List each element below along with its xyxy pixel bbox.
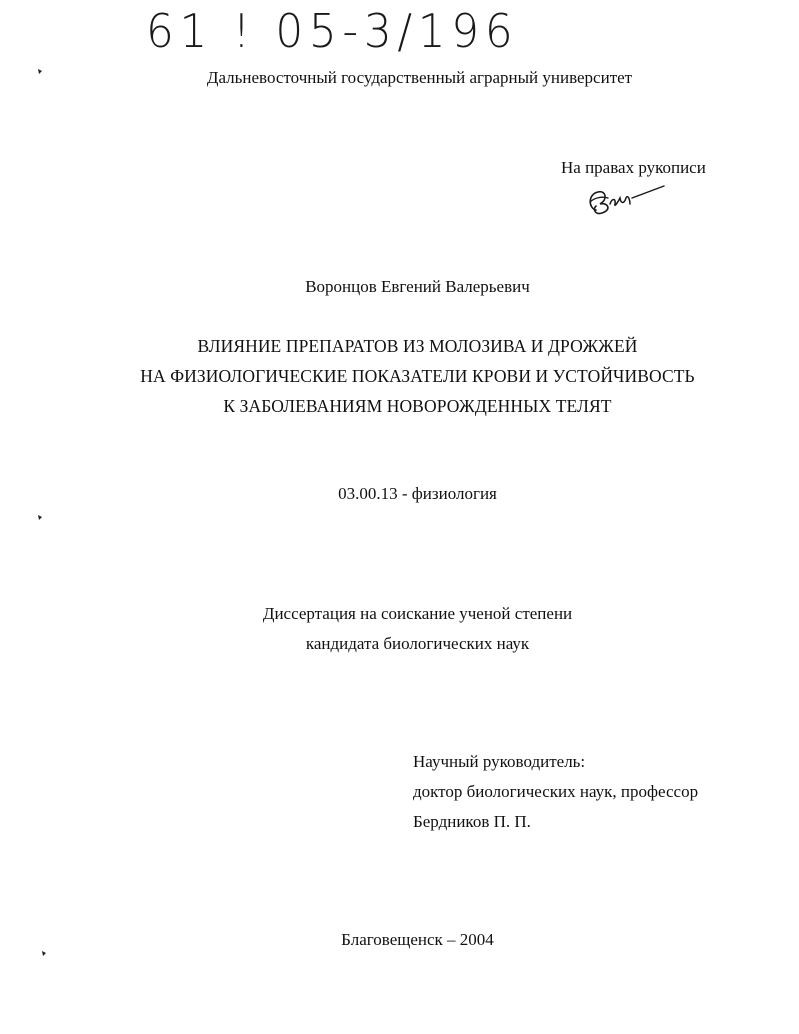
scan-mark-middle [37, 514, 43, 521]
title-line-2: НА ФИЗИОЛОГИЧЕСКИЕ ПОКАЗАТЕЛИ КРОВИ И УСТОЙЧИВОСТЬ [140, 366, 695, 386]
scan-mark-bottom [41, 950, 47, 957]
supervisor-name: Бердников П. П. [413, 812, 531, 831]
specialty-code: 03.00.13 - физиология [338, 484, 497, 503]
signature [582, 180, 672, 220]
dissertation-line-2: кандидата биологических наук [305, 634, 530, 653]
supervisor-label: Научный руководитель: [413, 752, 586, 771]
dissertation-line-1: Диссертация на соискание ученой степени [262, 604, 573, 623]
supervisor-degree: доктор биологических наук, профессор [413, 782, 699, 801]
title-line-1: ВЛИЯНИЕ ПРЕПАРАТОВ ИЗ МОЛОЗИВА И ДРОЖЖЕЙ [197, 336, 638, 356]
title-line-3: К ЗАБОЛЕВАНИЯМ НОВОРОЖДЕННЫХ ТЕЛЯТ [223, 396, 612, 416]
university-name: Дальневосточный государственный аграрный университет [206, 68, 633, 87]
handwritten-archive-code: 61 ! 05-3/196 [146, 4, 519, 58]
author-name: Воронцов Евгений Валерьевич [305, 277, 530, 296]
place-year: Благовещенск – 2004 [341, 930, 494, 949]
manuscript-rights-note: На правах рукописи [561, 158, 706, 177]
